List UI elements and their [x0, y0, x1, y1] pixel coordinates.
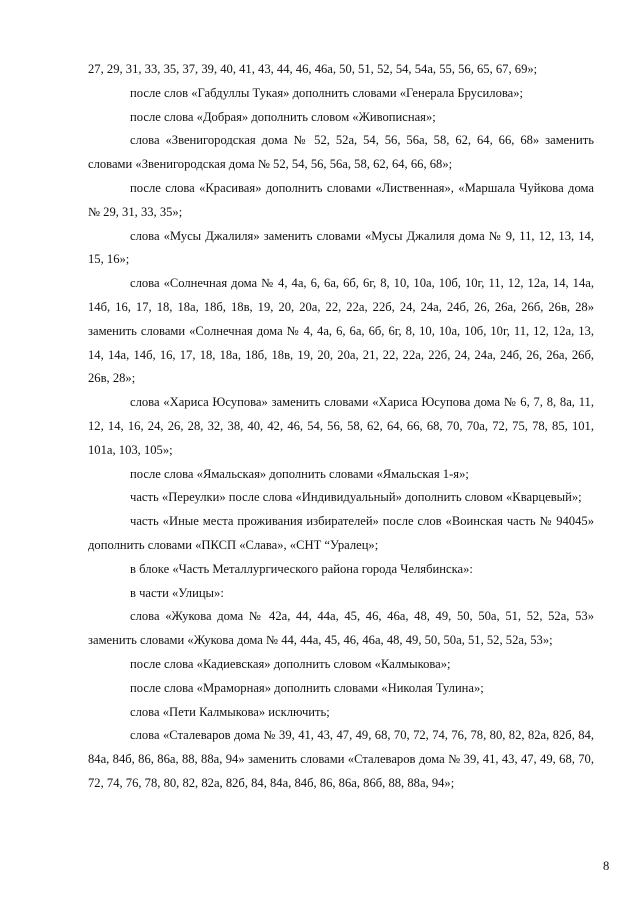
paragraph: часть «Иные места проживания избирателей» после слов «Воинская часть № 94045» дополнить словами «ПКСП «Слава», «СНТ “Уралец»; [88, 514, 594, 552]
paragraph: слова «Пети Калмыкова» исключить; [130, 704, 330, 719]
paragraph: слова «Хариса Юсупова» заменить словами «Хариса Юсупова дома № 6, 7, 8, 8а, 11, 12, 14, 16, 24, 26, 28, 32, 38, 40, 42, 46, 54, 56, 58, 62, 64, 66, 68, 70, 70а, 72, 75, 78, 85, 101, 101а, 103, 105»; [88, 395, 594, 457]
paragraph: в блоке «Часть Металлургического района города Челябинска»: [130, 561, 473, 576]
paragraph: после слова «Кадиевская» дополнить словом «Калмыкова»; [130, 656, 451, 671]
paragraph: слова «Солнечная дома № 4, 4а, 6, 6а, 6б, 6г, 8, 10, 10а, 10б, 10г, 11, 12, 12а, 14, 14а, 14б, 16, 17, 18, 18а, 18б, 18в, 19, 20, 20а, 22, 22а, 22б, 24, 24а, 24б, 26, 26а, 26б, 26в, 28» заменить словами «Солнечная дома № 4, 4а, 6, 6а, 6б, 6г, 8, 10, 10а, 10б, 10г, 11, 12, 12а, 13, 14, 14а, 14б, 16, 17, 18, 18а, 18б, 18в, 19, 20, 20а, 21, 22, 22а, 22б, 24, 24а, 24б, 26, 26а, 26б, 26в, 28»; [88, 276, 594, 386]
paragraph: после слова «Мраморная» дополнить словами «Николая Тулина»; [130, 680, 484, 695]
page-number: 8 [603, 859, 610, 873]
paragraph: после слов «Габдуллы Тукая» дополнить словами «Генерала Брусилова»; [130, 85, 524, 100]
paragraph: после слова «Ямальская» дополнить словами «Ямальская 1-я»; [130, 466, 469, 481]
paragraph: после слова «Красивая» дополнить словами «Лиственная», «Маршала Чуйкова дома № 29, 31, 33, 35»; [88, 180, 594, 219]
paragraph: часть «Переулки» после слова «Индивидуальный» дополнить словом «Кварцевый»; [130, 490, 582, 505]
paragraph: слова «Сталеваров дома № 39, 41, 43, 47, 49, 68, 70, 72, 74, 76, 78, 80, 82, 82а, 82б, 84, 84а, 84б, 86, 86а, 88, 88а, 94» заменить словами «Сталеваров дома № 39, 41, 43, 47, 49, 68, 70, 72, 74, 76, 78, 80, 82, 82а, 82б, 84, 84а, 84б, 86, 86а, 86б, 88, 88а, 94»; [88, 728, 594, 790]
paragraph: слова «Звенигородская дома № 52, 52а, 54, 56, 56а, 58, 62, 64, 66, 68» заменить словами «Звенигородская дома № 52, 54, 56, 56а, 58, 62, 64, 66, 68»; [88, 133, 594, 172]
document-body [88, 58, 594, 796]
paragraph: в части «Улицы»: [130, 585, 224, 600]
paragraph: слова «Мусы Джалиля» заменить словами «Мусы Джалиля дома № 9, 11, 12, 13, 14, 15, 16»; [88, 228, 594, 267]
paragraph: слова «Жукова дома № 42а, 44, 44а, 45, 46, 46а, 48, 49, 50, 50а, 51, 52, 52а, 53» заменить словами «Жукова дома № 44, 44а, 45, 46, 46а, 48, 49, 50, 50а, 51, 52, 52а, 53»; [88, 609, 594, 648]
paragraph: после слова «Добрая» дополнить словом «Живописная»; [130, 109, 436, 124]
paragraph: 27, 29, 31, 33, 35, 37, 39, 40, 41, 43, 44, 46, 46а, 50, 51, 52, 54, 54а, 55, 56, 65, 67, 69»; [88, 62, 538, 76]
